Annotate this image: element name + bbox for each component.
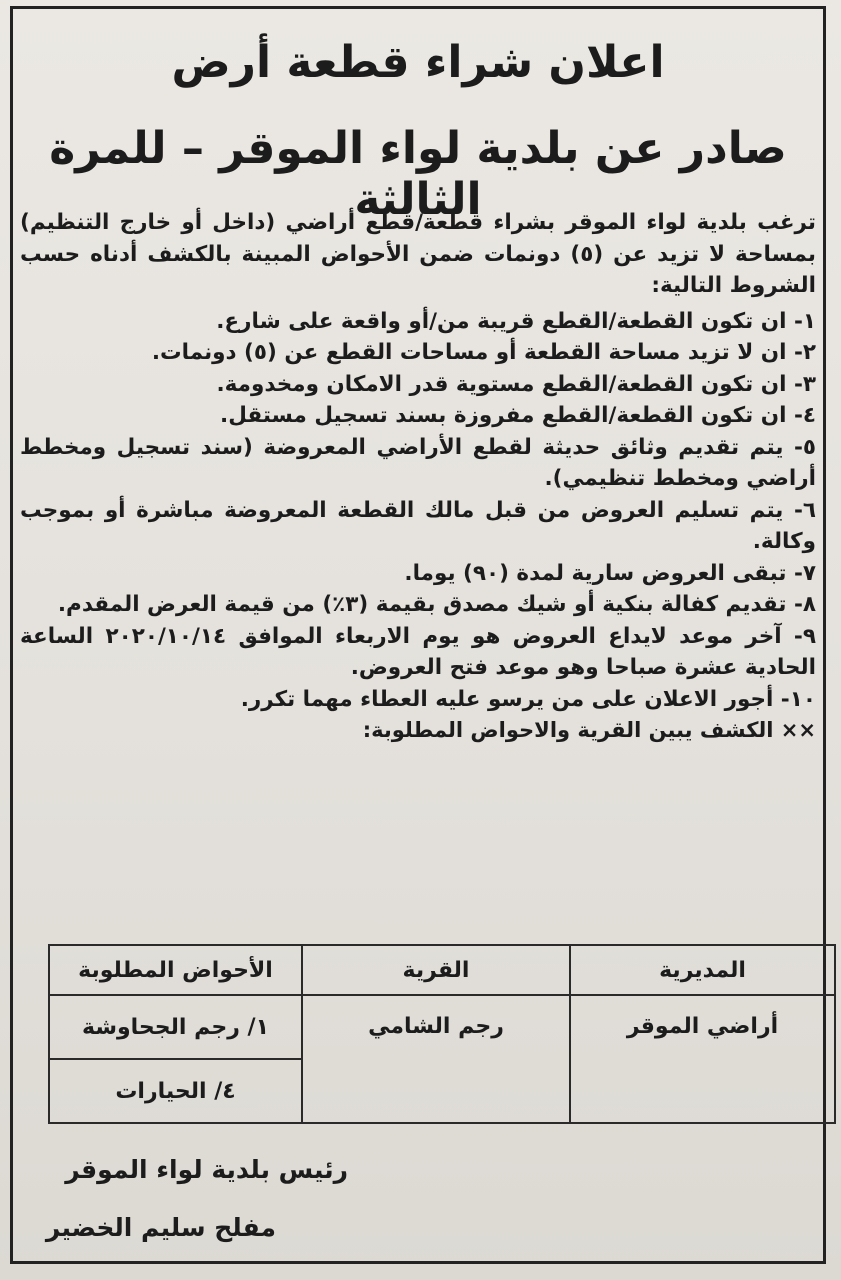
announcement-content: [20, 19, 816, 1253]
cell-village: رجم الشامي: [302, 995, 570, 1123]
condition-8: ٨- تقديم كفالة بنكية أو شيك مصدق بقيمة (٣٪) من قيمة العرض المقدم.: [57, 592, 816, 617]
condition-1: ١- ان تكون القطعة/القطع قريبة من/أو واقعة على شارع.: [216, 308, 816, 334]
condition-5: ٥- يتم تقديم وثائق حديثة لقطع الأراضي المعروضة (سند تسجيل ومخطط أراضي ومخطط تنظيمي).: [20, 434, 816, 491]
signature-name: مفلح سليم الخضير: [45, 1213, 276, 1242]
announcement-subtitle: صادر عن بلدية لواء الموقر – للمرة الثالثة: [49, 123, 787, 225]
condition-10: ١٠- أجور الاعلان على من يرسو عليه العطاء مهما تكرر.: [240, 686, 816, 712]
announcement-frame: [10, 6, 826, 1264]
condition-3: ٣- ان تكون القطعة/القطع مستوية قدر الامكان ومخدومة.: [216, 371, 816, 397]
header-basins: الأحواض المطلوبة: [49, 945, 302, 995]
condition-6: ٦- يتم تسليم العروض من قبل مالك القطعة المعروضة مباشرة أو بموجب وكالة.: [20, 497, 816, 554]
condition-2: ٢- ان لا تزيد مساحة القطعة أو مساحات القطع عن (٥) دونمات.: [151, 340, 816, 365]
announcement-title: اعلان شراء قطعة أرض: [171, 37, 665, 88]
header-directorate: المديرية: [570, 945, 835, 995]
announcement-body: [20, 207, 816, 747]
table-row: [49, 995, 835, 1059]
table-note: ×× الكشف يبين القرية والاحواض المطلوبة:: [362, 718, 816, 742]
signature-title: رئيس بلدية لواء الموقر: [65, 1155, 348, 1184]
table-header-row: [49, 945, 835, 995]
cell-basin-2: ٤/ الحيارات: [49, 1059, 302, 1123]
condition-7: ٧- تبقى العروض سارية لمدة (٩٠) يوما.: [404, 560, 816, 586]
header-village: القرية: [302, 945, 570, 995]
cell-basin-1: ١/ رجم الجحاوشة: [49, 995, 302, 1059]
condition-9: ٩- آخر موعد لايداع العروض هو يوم الاربعاء الموافق ٢٠٢٠/١٠/١٤ الساعة الحادية عشرة صباحا وهو موعد فتح العروض.: [20, 623, 816, 680]
cell-directorate: أراضي الموقر: [570, 995, 835, 1123]
condition-4: ٤- ان تكون القطعة/القطع مفروزة بسند تسجيل مستقل.: [220, 403, 816, 428]
intro-paragraph: ترغب بلدية لواء الموقر بشراء قطعة/قطع أراضي (داخل أو خارج التنظيم) بمساحة لا تزيد عن (٥) دونمات ضمن الأحواض المبينة بالكشف أدناه حسب الشروط التالية:: [20, 210, 816, 298]
basins-table: [48, 944, 836, 1124]
